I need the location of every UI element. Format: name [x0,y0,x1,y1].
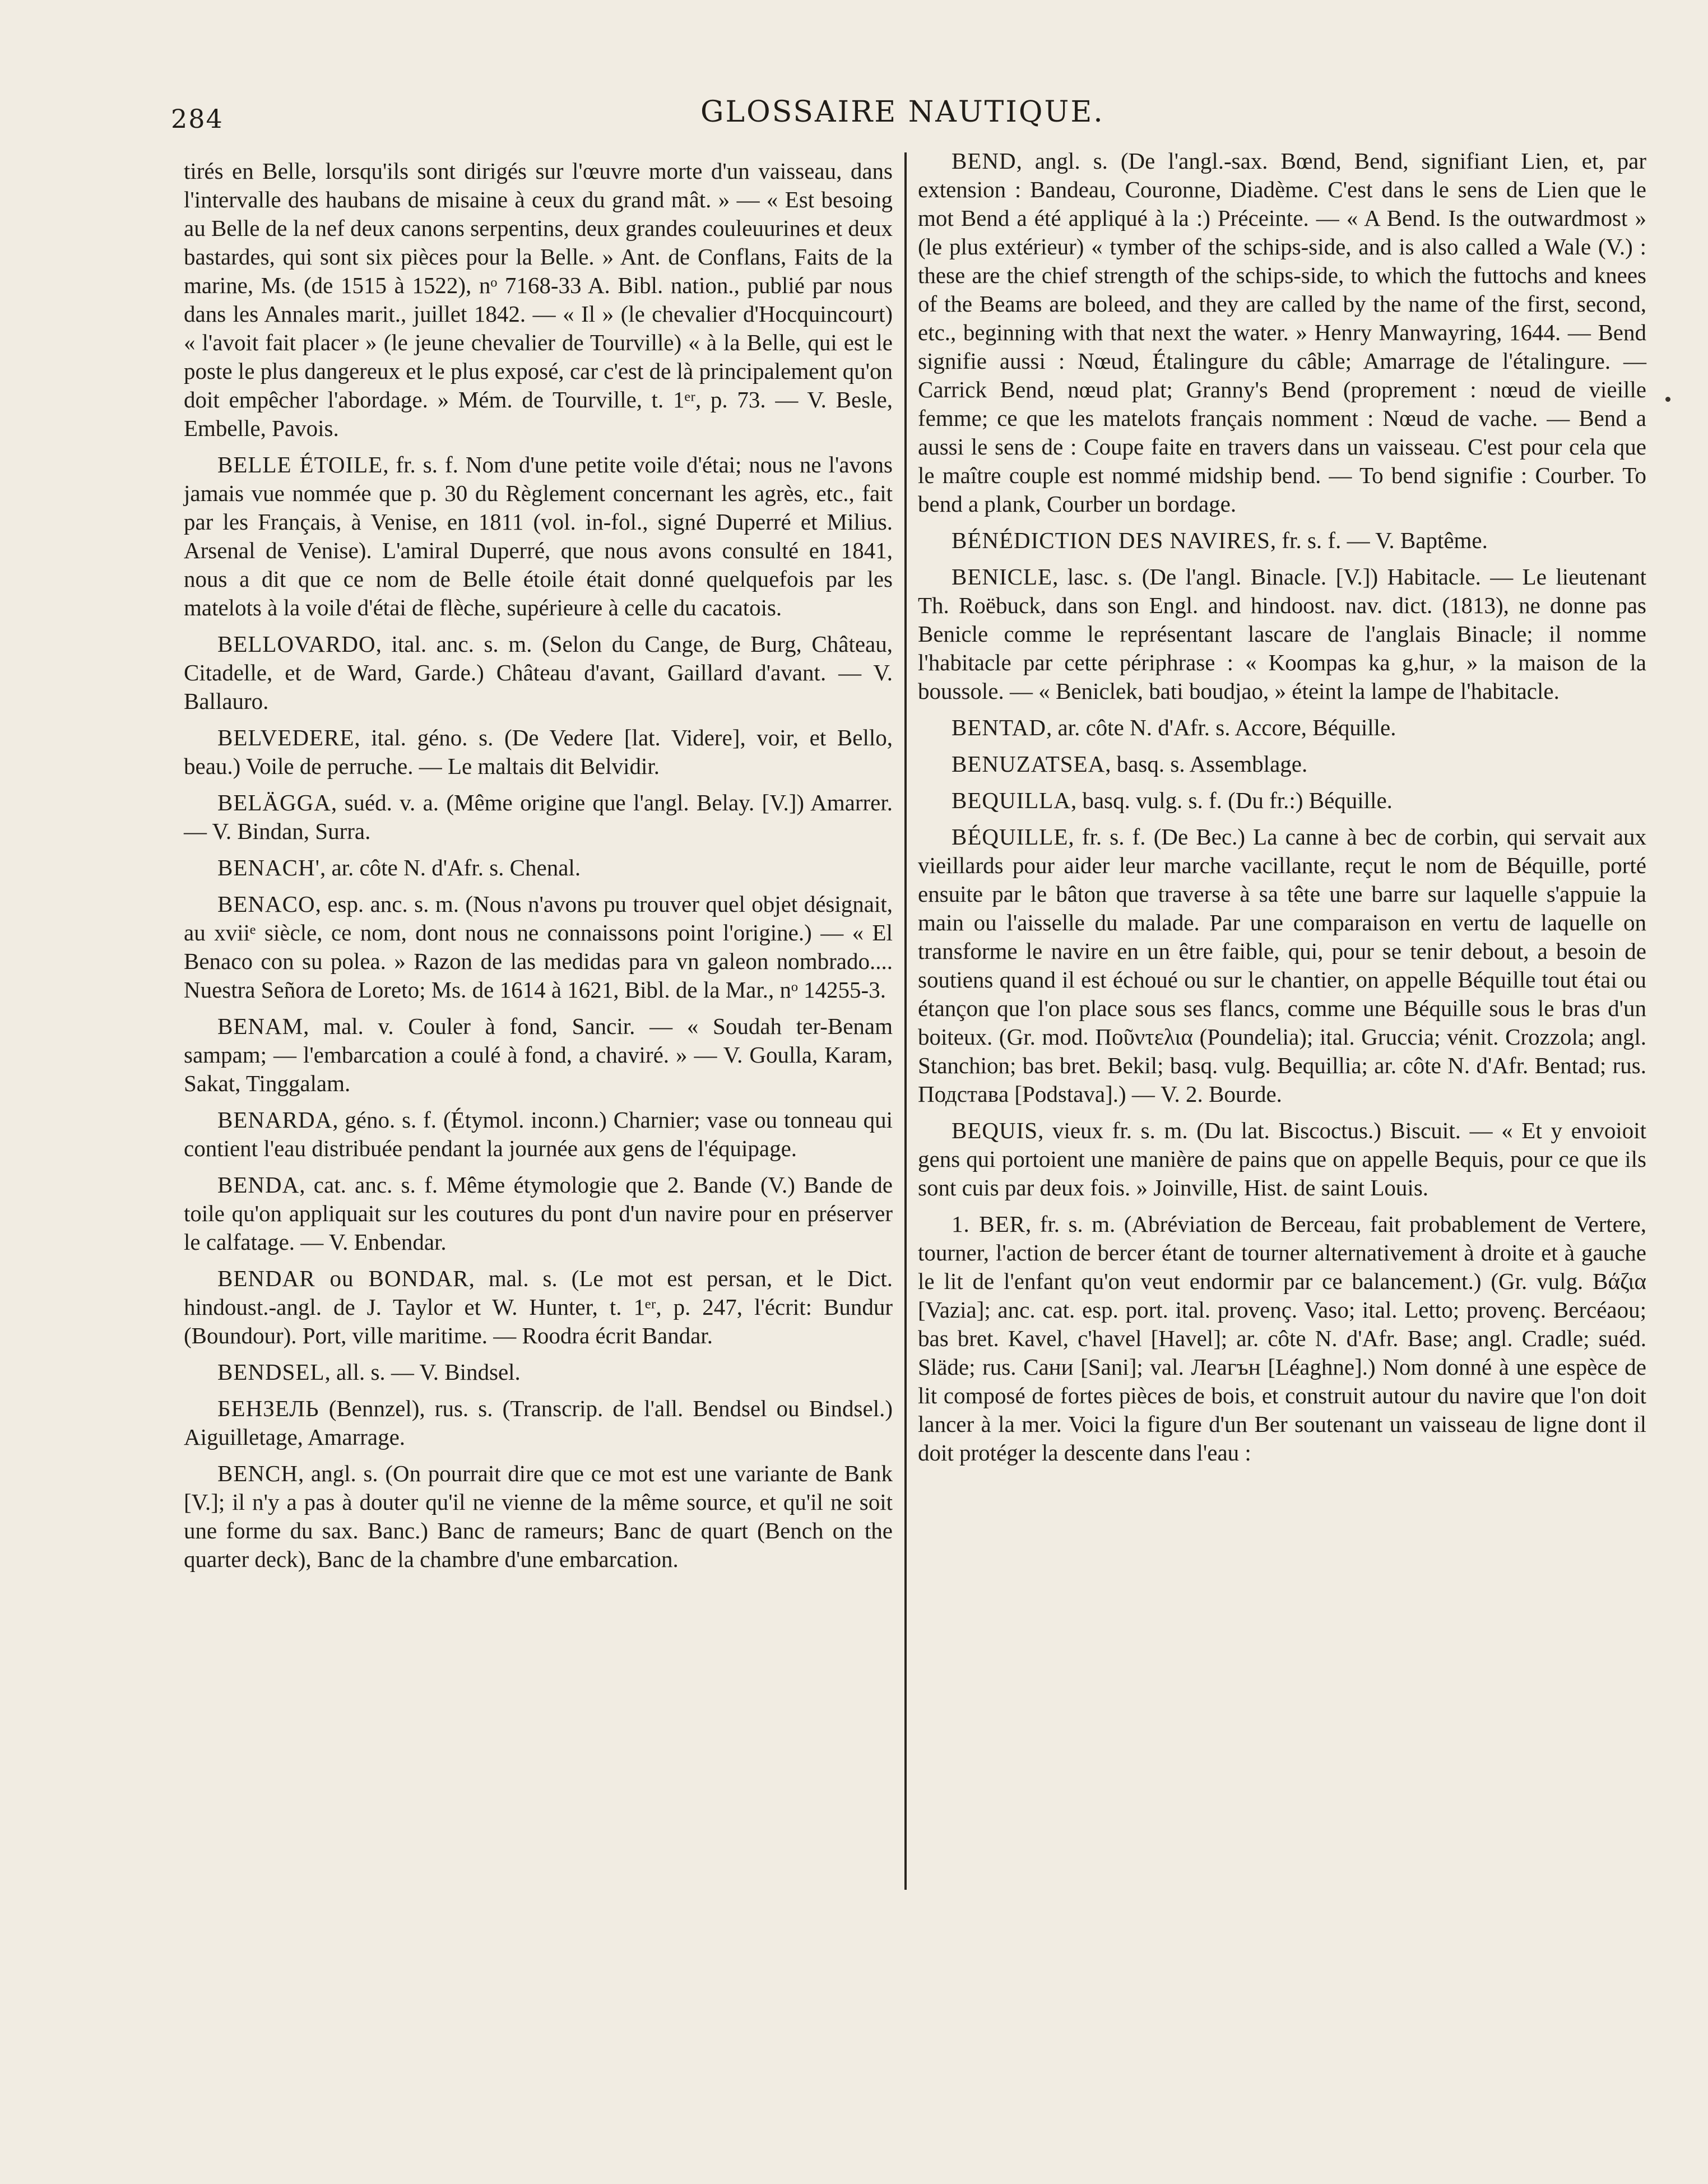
dictionary-entry [918,1116,1646,1202]
entry-text: , basq. s. Assemblage. [1105,751,1308,777]
running-title: GLOSSAIRE NAUTIQUE. [700,95,1104,129]
dictionary-entry [918,823,1646,1109]
entry-headword: BENAM [217,1013,304,1039]
dictionary-entry [184,1012,893,1098]
entry-headword: BENACH' [217,855,320,880]
entry-headword: BENDSEL [217,1359,325,1385]
entry-text: , vieux fr. s. m. (Du lat. Biscoctus.) Biscuit. — « Et y envoioit gens qui portoient une manière de pains que on appelle Bequis, pour ce que ils sont cuis par deux fois. » Joinville, Hist. de saint Louis. [918,1117,1646,1200]
entry-text: , all. s. — V. Bindsel. [324,1359,521,1385]
entry-text: , ar. côte N. d'Afr. s. Chenal. [319,855,581,880]
dictionary-entry [918,147,1646,518]
entry-headword: BENCH [217,1460,298,1486]
dictionary-entry [918,786,1646,815]
entry-headword: BENDAR ou BONDAR [217,1265,469,1291]
entry-text: , fr. s. f. (De Bec.) La canne à bec de corbin, qui servait aux vieillards pour aider leur marche vacillante, reçut le nom de Béquille, porté ensuite par le bâton que traverse à sa tête une barre sur laquelle s'appuie la main ou l'aisselle du malade. Par une comparaison en vertu de laquelle on transforme le navire en un être faible, qui, pour se tenir debout, a besoin de soutiens quand il est échoué ou sur le chantier, on appelle Béquille tout étai ou étançon que l'on place sous ses flancs, comme une Béquille sous le bras d'un boiteux. (Gr. mod. Ποῦντελια (Poundelia); ital. Gruccia; vénit. Crozzola; angl. Stanchion; bas bret. Bekil; basq. vulg. Bequillia; ar. côte N. d'Afr. Bentad; rus. Подставa [Podstava].) — V. 2. Bourde. [918,824,1646,1107]
dictionary-entry [918,563,1646,706]
dictionary-entry [184,1358,893,1387]
dictionary-entry [184,630,893,716]
dictionary-entry [184,789,893,846]
entry-text: (Bennzel), rus. s. (Transcrip. de l'all. Bendsel ou Bindsel.) Aiguilletage, Amarrage. [184,1395,893,1450]
dictionary-entry [184,1264,893,1350]
entry-text: , basq. vulg. s. f. (Du fr.:) Béquille. [1070,787,1393,813]
entry-headword: BELLE ÉTOILE [217,452,383,477]
entry-text: , ar. côte N. d'Afr. s. Accore, Béquille. [1046,715,1396,740]
dictionary-entry [184,451,893,622]
entry-headword: БЕНЗЕЛЬ [217,1395,319,1421]
dictionary-entry [184,724,893,781]
dictionary-entry [184,1459,893,1574]
entry-headword: BELVEDERE [217,725,355,750]
dictionary-entry [184,1171,893,1256]
dictionary-entry [184,1394,893,1452]
entry-headword: BENTAD [952,715,1046,740]
entry-text: , géno. s. f. (Étymol. inconn.) Charnier; vase ou tonneau qui contient l'eau distribuée pendant la journée aux gens de l'équipage. [184,1107,893,1161]
column-divider [904,152,907,1890]
dictionary-entry [918,750,1646,778]
entry-headword: 1. BER [952,1211,1025,1237]
dictionary-entry [184,854,893,882]
entry-text: , ital. géno. s. (De Vedere [lat. Videre], voir, et Bello, beau.) Voile de perruche. — Le maltais dit Belvidir. [184,725,893,779]
entry-headword: BÉQUILLE [952,824,1069,850]
entry-headword: BEQUILLA [952,787,1071,813]
entry-headword: BELÄGGA [217,790,331,815]
entry-headword: BEND [952,148,1017,174]
entry-text: , fr. s. f. Nom d'une petite voile d'étai; nous ne l'avons jamais vue nommée que p. 30 du Règlement concernant les agrès, etc., fait par les Français, à Venise, en 1811 (vol. in-fol., signé Duperré et Milius. Arsenal de Venise). L'amiral Duperré, que nous avons consulté en 1841, nous a dit que ce nom de Belle étoile était donné quelquefois par les matelots à la voile d'étai de flèche, supérieure à celle du cacatois. [184,452,893,620]
right-column [918,147,1646,1475]
left-column [184,157,893,1582]
entry-text: , mal. s. (Le mot est persan, et le Dict. hindoust.-angl. de J. Taylor et W. Hunter, t. 1ᵉʳ, p. 247, l'écrit: Bundur (Boundour). Port, ville maritime. — Roodra écrit Bandar. [184,1265,893,1348]
entry-text: , fr. s. m. (Abréviation de Berceau, fait probablement de Vertere, tourner, l'action de bercer étant de tourner alternativement à droite et à gauche le lit de l'enfant qu'on veut endormir par ce balancement.) (Gr. vulg. Βάζια [Vazia]; anc. cat. esp. port. ital. provenç. Vaso; ital. Letto; provenç. Bercéaou; bas bret. Kavel, c'havel [Havel]; ar. côte N. d'Afr. Base; angl. Cradle; suéd. Släde; rus. Сани [Sani]; val. Леагън [Léaghne].) Nom donné à une espèce de lit composé de fortes pièces de bois, et construit autour du navire que l'on doit lancer à la mer. Voici la figure d'un Ber soutenant un vaisseau de ligne dont il doit protéger la descente dans l'eau : [918,1211,1646,1466]
entry-text: , angl. s. (De l'angl.-sax. Bœnd, Bend, signifiant Lien, et, par extension : Bandeau, Couronne, Diadème. C'est dans le sens de Lien que le mot Bend a été appliqué à la :) Préceinte. — « A Bend. Is the outwardmost » (le plus extérieur) « tymber of the schips-side, and is also called a Wale (V.) : these are the chief strength of the schips-side, to which the futtochs and knees of the Beams are boleed, and they are called by the name of the first, second, etc., beginning with that next the water. » Henry Manwayring, 1644. — Bend signifie aussi : Nœud, Étalingure du câble; Amarrage de l'étalingure. — Carrick Bend, nœud plat; Granny's Bend (proprement : nœud de vieille femme; ce que les matelots français nomment : Nœud de vache. — Bend a aussi le sens de : Coupe faite en travers dans un vaisseau. C'est pour cela que le maître couple est nommé midship bend. — To bend signifie : Courber. To bend a plank, Courber un bordage. [918,148,1646,517]
entry-headword: BEQUIS [952,1117,1038,1143]
entry-text: , fr. s. f. — V. Baptême. [1270,527,1488,553]
entry-headword: BENDA [217,1172,300,1198]
entry-text: , ital. anc. s. m. (Selon du Cange, de Burg, Château, Citadelle, et de Ward, Garde.) Château d'avant, Gaillard d'avant. — V. Ballauro. [184,631,893,714]
entry-text: tirés en Belle, lorsqu'ils sont dirigés sur l'œuvre morte d'un vaisseau, dans l'intervalle des haubans de misaine à ceux du grand mât. » — « Est besoing au Belle de la nef deux canons serpentins, deux grandes couleuurines et deux bastardes, qui sont six pièces pour la Belle. » Ant. de Conflans, Faits de la marine, Ms. (de 1515 à 1522), nᵒ 7168-33 A. Bibl. nation., publié par nous dans les Annales marit., juillet 1842. — « Il » (le chevalier d'Hocquincourt) « l'avoit fait placer » (le jeune chevalier de Tourville) « à la Belle, qui est le poste le plus dangereux et le plus exposé, car c'est de là principalement qu'on doit empêcher l'abordage. » Mém. de Tourville, t. 1ᵉʳ, p. 73. — V. Besle, Embelle, Pavois. [184,158,893,441]
dictionary-entry [918,1210,1646,1467]
entry-headword: BENARDA [217,1107,333,1133]
dictionary-entry [184,890,893,1004]
entry-headword: BENUZATSEA [952,751,1106,777]
dictionary-entry [918,713,1646,742]
entry-text: , cat. anc. s. f. Même étymologie que 2. Bande (V.) Bande de toile qu'on appliquait sur les coutures du pont d'un navire pour en préserver le calfatage. — V. Enbendar. [184,1172,893,1255]
scan-speck [1665,397,1670,402]
entry-text: , angl. s. (On pourrait dire que ce mot est une variante de Bank [V.]; il n'y a pas à douter qu'il ne vienne de la même source, et qu'il ne soit une forme du sax. Banc.) Banc de rameurs; Banc de quart (Bench on the quarter deck), Banc de la chambre d'une embarcation. [184,1460,893,1572]
entry-text: , mal. v. Couler à fond, Sancir. — « Soudah ter-Benam sampam; — l'embarcation a coulé à fond, a chaviré. » — V. Goulla, Karam, Sakat, Tinggalam. [184,1013,893,1096]
entry-headword: BENACO [217,891,315,917]
entry-headword: BÉNÉDICTION DES NAVIRES [952,527,1270,553]
entry-headword: BELLOVARDO [217,631,376,657]
entry-text: , suéd. v. a. (Même origine que l'angl. Belay. [V.]) Amarrer. — V. Bindan, Surra. [184,790,893,844]
page-number: 284 [171,104,224,134]
dictionary-entry [184,157,893,443]
entry-text: , esp. anc. s. m. (Nous n'avons pu trouver quel objet désignait, au xviiᵉ siècle, ce nom, dont nous ne connaissons point l'origine.) — « El Benaco con su polea. » Razon de las medidas para vn galeon nombrado.... Nuestra Señora de Loreto; Ms. de 1614 à 1621, Bibl. de la Mar., nᵒ 14255-3. [184,891,893,1003]
entry-headword: BENICLE [952,564,1053,590]
dictionary-entry [918,526,1646,555]
entry-text: , lasc. s. (De l'angl. Binacle. [V.]) Habitacle. — Le lieutenant Th. Roëbuck, dans son Engl. and hindoost. nav. dict. (1813), ne donne pas Benicle comme le représentant lascare de l'anglais Binacle; il nomme l'habitacle par cette périphrase : « Koompas ka g,hur, » la maison de la boussole. — « Beniclek, bati boudjao, » éteint la lampe de l'habitacle. [918,564,1646,704]
dictionary-entry [184,1106,893,1163]
